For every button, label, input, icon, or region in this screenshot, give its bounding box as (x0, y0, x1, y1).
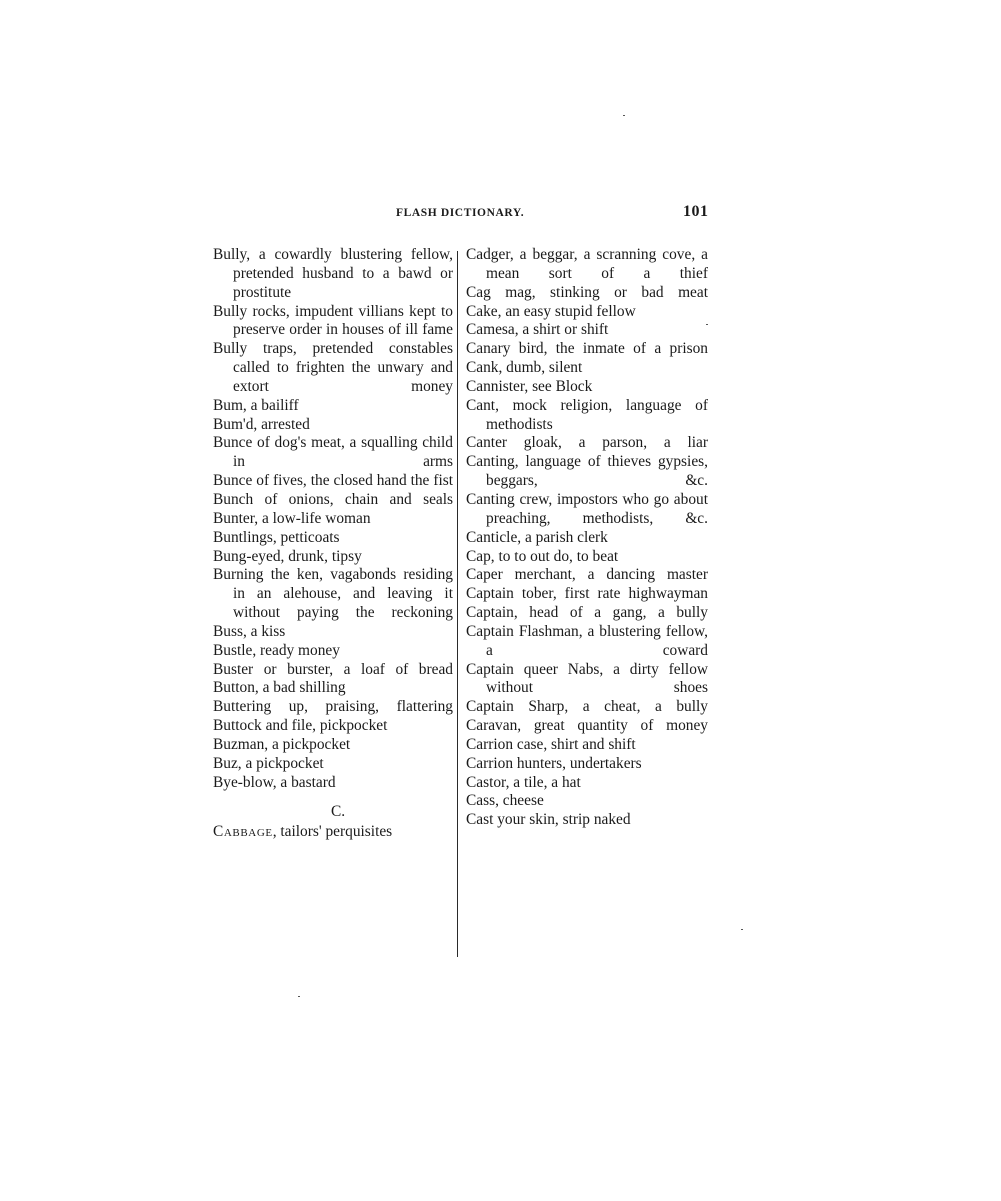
running-header: FLASH DICTIONARY. (396, 207, 525, 219)
dictionary-entry: Bye-blow, a bastard (213, 773, 336, 791)
dictionary-entry: Captain, head of a gang, a bully (466, 604, 708, 622)
dictionary-entry: Buntlings, petticoats (213, 528, 340, 546)
entry-definition: , tailors' perquisites (272, 823, 393, 841)
dictionary-entry: Buzman, a pickpocket (213, 735, 351, 753)
section-letter: C. (330, 803, 346, 821)
dictionary-entry: Bustle, ready money (213, 641, 340, 659)
dictionary-entry: Buster or burster, a loaf of bread (213, 660, 453, 678)
dictionary-entry: Bully rocks, impudent villians kept to preserve order in houses of ill fame (213, 302, 453, 339)
scan-speck (298, 996, 300, 997)
dictionary-entry: Canary bird, the inmate of a prison (466, 340, 708, 358)
dictionary-entry: Buz, a pickpocket (213, 754, 324, 772)
dictionary-entry: Captain tober, first rate highwayman (466, 585, 708, 603)
dictionary-entry: Caper merchant, a dancing master (466, 566, 708, 584)
dictionary-entry: Castor, a tile, a hat (466, 773, 581, 791)
dictionary-entry: Bully traps, pretended constables called to frighten the unwary and extort money (213, 340, 453, 395)
dictionary-entry: Cank, dumb, silent (466, 359, 583, 377)
dictionary-entry: Button, a bad shilling (213, 679, 346, 697)
dictionary-entry: Bum, a bailiff (213, 396, 299, 414)
scan-speck (741, 929, 743, 930)
dictionary-entry: Cap, to to out do, to beat (466, 547, 619, 565)
dictionary-entry: Canting crew, impostors who go about preaching, methodists, &c. (466, 490, 708, 527)
dictionary-entry: Cadger, a beggar, a scranning cove, a mean sort of a thief (466, 246, 708, 282)
page-number: 101 (683, 203, 709, 220)
dictionary-entry: Buss, a kiss (213, 622, 286, 640)
dictionary-entry: Cast your skin, strip naked (466, 811, 631, 829)
entry-headword: Cabbage (213, 823, 273, 841)
scan-speck (706, 324, 708, 325)
dictionary-entry: Caravan, great quantity of money (466, 717, 708, 735)
dictionary-entry (213, 823, 453, 842)
column-divider (457, 251, 458, 957)
dictionary-entry: Captain Flashman, a blustering fellow, a coward (466, 622, 708, 659)
dictionary-entry: Cag mag, stinking or bad meat (466, 283, 708, 301)
dictionary-entry: Bully, a cowardly blustering fellow, pretended husband to a bawd or prostitute (213, 246, 453, 301)
dictionary-entry: Bunce of dog's meat, a squalling child in arms (213, 434, 453, 471)
dictionary-entry: Bunce of fives, the closed hand the fist (213, 472, 453, 490)
dictionary-entry: Carrion hunters, undertakers (466, 754, 642, 772)
dictionary-entry: Canticle, a parish clerk (466, 528, 608, 546)
dictionary-entry: Bunch of onions, chain and seals (213, 490, 453, 508)
dictionary-entry: Camesa, a shirt or shift (466, 321, 609, 339)
dictionary-entry: Canting, language of thieves gypsies, beggars, &c. (466, 453, 708, 490)
dictionary-entry: Burning the ken, vagabonds residing in an alehouse, and leaving it without paying the reckoning (213, 566, 453, 622)
dictionary-entry: Canter gloak, a parson, a liar (466, 434, 708, 452)
dictionary-entry: Captain queer Nabs, a dirty fellow without shoes (466, 660, 708, 697)
left-column (213, 246, 453, 842)
dictionary-entry: Cake, an easy stupid fellow (466, 302, 636, 320)
dictionary-entry: Buttering up, praising, flattering (213, 698, 453, 716)
dictionary-entry: Cass, cheese (466, 792, 544, 810)
scan-speck (623, 115, 625, 116)
dictionary-entry: Bunter, a low-life woman (213, 509, 371, 527)
dictionary-entry: Cannister, see Block (466, 377, 593, 395)
right-column (466, 246, 708, 830)
dictionary-entry: Cant, mock religion, language of methodists (466, 396, 708, 433)
dictionary-entry: Buttock and file, pickpocket (213, 717, 388, 735)
dictionary-entry: Captain Sharp, a cheat, a bully (466, 698, 708, 716)
dictionary-entry: Carrion case, shirt and shift (466, 735, 636, 753)
dictionary-entry: Bum'd, arrested (213, 415, 310, 433)
dictionary-entry: Bung-eyed, drunk, tipsy (213, 547, 362, 565)
